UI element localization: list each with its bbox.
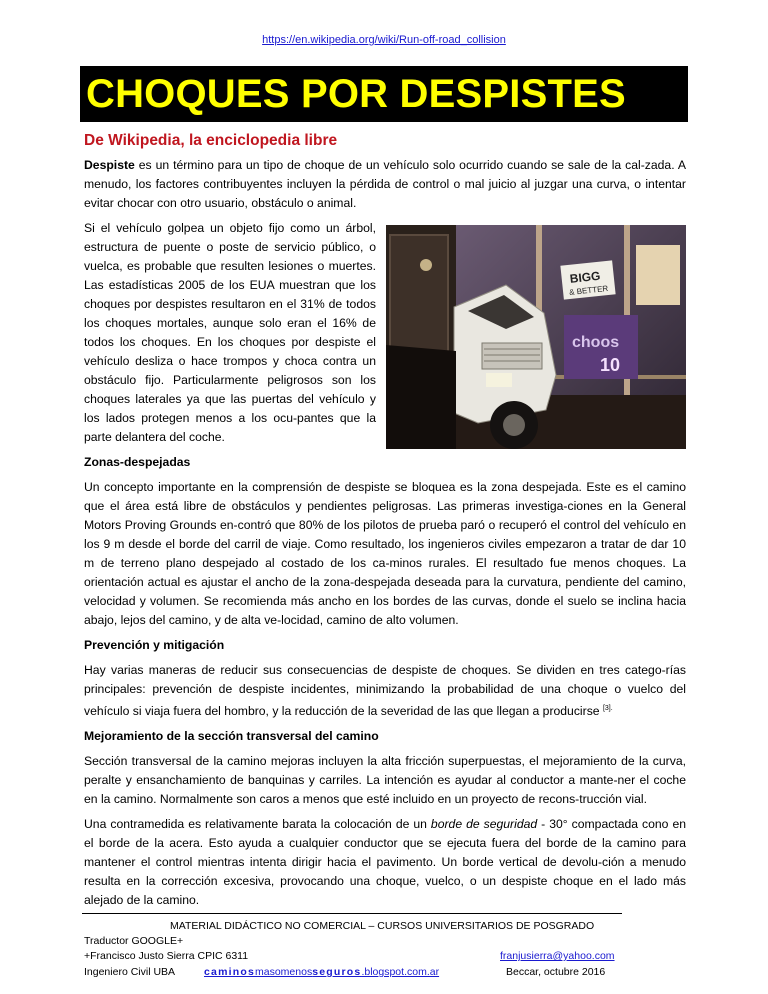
intro-paragraph-2: Si el vehículo golpea un objeto fijo como un árbol, estructura de puente o poste de servicio público, o vuelca, es probable que resulten lesiones o muertes. Las estadísticas 2005 de los EUA muestran que los choques por despistes resultaron en el 31% de todos los choques mortales, aunque solo eran el 16% de todos los choques. En los choques por despiste el vehículo desliza o hace trompos y choca contra un obstáculo fijo. Particularmente peligrosos son los choques laterales ya que las puertas del vehículo y los lados protegen menos a los ocu-pantes que la parte delantera del coche. xyxy=(84,221,376,444)
blog-part-domain: .blogspot.com.ar xyxy=(361,966,440,978)
mejoramiento-p2-b: - 30° compactada cono en el borde de la acera. Esto ayuda a cualquier conductor que se ejecuta fuera del borde de la camino para mantener el control mientras intenta dirigir hacia el pavimento. Un borde vertical de devolu-ción a menudo resulta en la corrección excesiva, provocando una choque, vuelco, o un despiste choque en el lado más alejado de la camino. xyxy=(84,817,687,908)
section-heading-mejoramiento: Mejoramiento de la sección transversal del camino xyxy=(84,729,379,744)
sign-text-better: & BETTER xyxy=(568,283,609,298)
title-banner xyxy=(80,66,688,122)
footer-translator: Traductor GOOGLE+ xyxy=(84,935,184,947)
sign-text-price: 10 xyxy=(600,355,621,375)
section-heading-prevencion: Prevención y mitigación xyxy=(84,638,225,652)
footer-title: Ingeniero Civil UBA xyxy=(84,966,176,978)
sign-text-bigg: BIGG xyxy=(569,268,602,286)
footer-blog-link[interactable] xyxy=(204,966,439,978)
article-body xyxy=(84,156,686,916)
crash-photo xyxy=(386,225,686,449)
intro-paragraph-1 xyxy=(84,156,686,213)
footer-date: Beccar, octubre 2016 xyxy=(506,966,606,978)
footer-divider xyxy=(82,913,622,914)
reference-3[interactable]: [3]. xyxy=(602,705,613,712)
blog-part-seguros: seguros xyxy=(312,966,362,978)
footer-author: +Francisco Justo Sierra CPIC 6311 xyxy=(84,950,249,962)
intro-p1-text: es un término para un tipo de choque de un vehículo solo ocurrido cuando se sale de la cal-zada. A menudo, los factores contribuyentes incluyen la pérdida de control o mal juicio al juzgar una curva, o intentar evitar chocar con otro usuario, obstáculo o animal. xyxy=(84,158,686,210)
blog-part-masomenos: masomenos xyxy=(255,966,313,978)
footer-email-link[interactable]: franjusierra@yahoo.com xyxy=(500,950,615,962)
sign-text-choos: choos xyxy=(572,334,620,351)
source-link[interactable]: https://en.wikipedia.org/wiki/Run-off-road_collision xyxy=(262,34,506,46)
prevencion-text: Hay varias maneras de reducir sus consecuencias de despiste de choques. Se dividen en tres catego-rías principales: prevención de despiste incidentes, minimizando la probabilidad de una choque o vuelco del vehículo si viaja fuera del hombro, y la reducción de la severidad de las que llegan a producirse xyxy=(84,663,686,719)
footer-disclaimer: MATERIAL DIDÁCTICO NO COMERCIAL – CURSOS UNIVERSITARIOS DE POSGRADO xyxy=(170,920,595,932)
subtitle: De Wikipedia, la enciclopedia libre xyxy=(84,132,338,149)
mejoramiento-paragraph-2 xyxy=(84,815,686,910)
crash-photo-svg xyxy=(386,225,686,449)
mejoramiento-p2-a: Una contramedida es relativamente barata la colocación de un xyxy=(84,817,431,832)
term-despiste: Despiste xyxy=(84,158,135,172)
zonas-paragraph: Un concepto importante en la comprensión de despiste se bloquea es la zona despejada. Este es el camino que el área está libre de obstáculos y pendientes peligrosas. Las primeras investiga-ciones en la General Motors Proving Grounds en-contró que 80% de los pilotos de prueba paró o recuperó el control del vehículo en los 9 m desde el borde del carril de viaje. Como resultado, los ingenieros civiles empezaron a tratar de dar 10 m de terreno plano despejado al costado de los ca-minos rurales. El resultado fue menos choques. La orientación actual es ajustar el ancho de la zona-despejada deseada para la curvatura, pendiente del camino, velocidad y volumen. Se recomienda más ancho en los bordes de las curvas, donde el suelo se inclina hacia abajo, lejos del camino, y de alta ve-locidad, camino de alto volumen. xyxy=(84,480,686,627)
section-heading-zonas: Zonas-despejadas xyxy=(84,455,191,469)
prevencion-paragraph xyxy=(84,661,686,721)
mejoramiento-p2-em: borde de seguridad xyxy=(430,817,538,832)
page-title: CHOQUES POR DESPISTES xyxy=(86,72,626,116)
blog-part-caminos: caminos xyxy=(204,966,255,978)
mejoramiento-paragraph-1: Sección transversal de la camino mejoras incluyen la alta fricción superpuestas, el mejoramiento de la curva, peralte y ensanchamiento de banquinas y carriles. La intención es ayudar al conductor a mante-ner el coche en la camino. Normalmente son caros a menos que esté incluido en un proyecto de recons-trucción vial. xyxy=(84,754,686,807)
